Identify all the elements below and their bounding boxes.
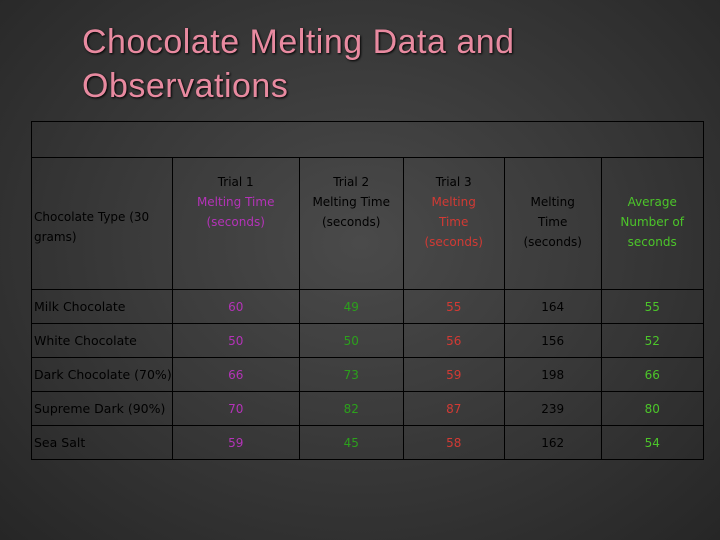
- row-trial-3: 56: [403, 324, 504, 358]
- header-chocolate-type: [32, 158, 173, 290]
- row-trial-1: 70: [172, 392, 299, 426]
- header-trial-3-sub: Melting Time (seconds): [424, 195, 483, 249]
- table-top-empty-cell: [32, 122, 704, 158]
- header-trial-3: [403, 158, 504, 290]
- melting-data-table: [31, 121, 704, 460]
- header-trial-1-sub: Melting Time (seconds): [196, 195, 275, 229]
- row-total: 164: [504, 290, 601, 324]
- row-total: 156: [504, 324, 601, 358]
- row-average: 80: [601, 392, 703, 426]
- row-total: 239: [504, 392, 601, 426]
- row-trial-2: 49: [299, 290, 403, 324]
- row-trial-2: 50: [299, 324, 403, 358]
- page-title: Chocolate Melting Data and Observations: [82, 23, 515, 105]
- row-trial-3: 58: [403, 426, 504, 460]
- table-header-row: [32, 158, 704, 290]
- table-row: [32, 392, 704, 426]
- table-row: [32, 324, 704, 358]
- row-average: 55: [601, 290, 703, 324]
- header-trial-3-label: Trial 3: [435, 175, 472, 189]
- row-type: Supreme Dark (90%): [32, 392, 173, 426]
- row-average: 66: [601, 358, 703, 392]
- header-average: [601, 158, 703, 290]
- table-top-empty-row: [32, 122, 704, 158]
- row-trial-3: 87: [403, 392, 504, 426]
- row-average: 52: [601, 324, 703, 358]
- header-trial-2-sub: Melting Time (seconds): [312, 195, 390, 229]
- table-row: [32, 358, 704, 392]
- row-trial-1: 66: [172, 358, 299, 392]
- row-total: 162: [504, 426, 601, 460]
- header-trial-2: [299, 158, 403, 290]
- header-total: [504, 158, 601, 290]
- row-type: Milk Chocolate: [32, 290, 173, 324]
- header-trial-1-label: Trial 1: [217, 175, 254, 189]
- row-type: Sea Salt: [32, 426, 173, 460]
- row-total: 198: [504, 358, 601, 392]
- row-trial-1: 50: [172, 324, 299, 358]
- header-total-label: Melting Time (seconds): [523, 195, 582, 249]
- table-row: [32, 290, 704, 324]
- header-type-label: Chocolate Type (30 grams): [34, 209, 150, 244]
- row-average: 54: [601, 426, 703, 460]
- row-type: White Chocolate: [32, 324, 173, 358]
- row-trial-2: 45: [299, 426, 403, 460]
- row-trial-2: 82: [299, 392, 403, 426]
- header-trial-1: [172, 158, 299, 290]
- header-average-label: Average Number of seconds: [620, 195, 684, 249]
- table-row: [32, 426, 704, 460]
- row-trial-2: 73: [299, 358, 403, 392]
- row-trial-1: 60: [172, 290, 299, 324]
- row-trial-3: 55: [403, 290, 504, 324]
- header-trial-2-label: Trial 2: [333, 175, 370, 189]
- row-type: Dark Chocolate (70%): [32, 358, 173, 392]
- row-trial-1: 59: [172, 426, 299, 460]
- row-trial-3: 59: [403, 358, 504, 392]
